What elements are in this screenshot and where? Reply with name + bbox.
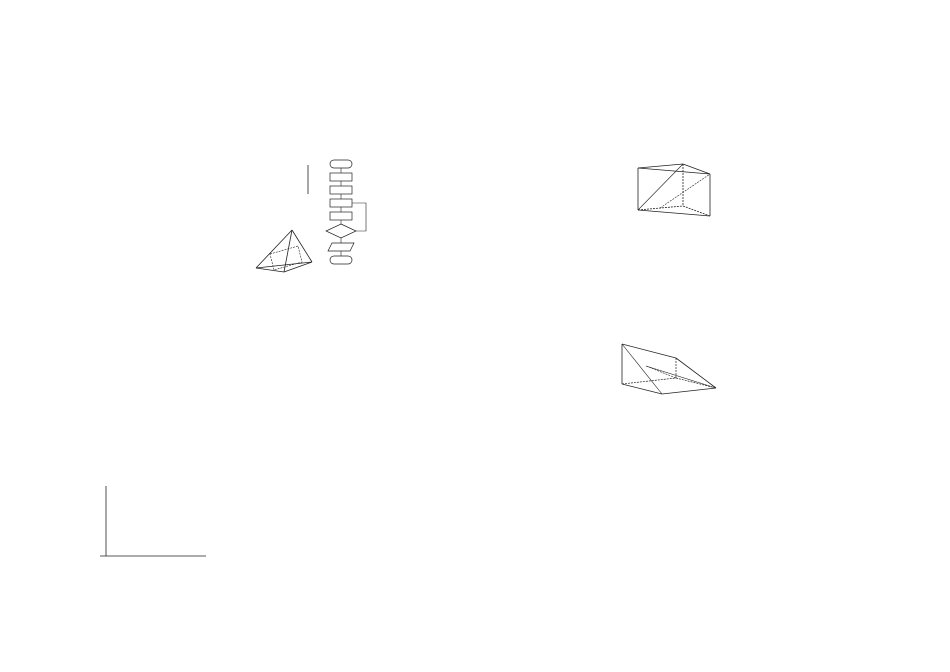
q16-tetrahedron-figure <box>252 224 316 276</box>
right-page <box>420 0 860 672</box>
flowchart-diagram <box>318 160 372 270</box>
q21-solid-figure <box>616 338 726 400</box>
q19-prism-figure <box>628 160 718 220</box>
frequency-histogram <box>80 476 210 568</box>
left-page <box>60 0 440 672</box>
